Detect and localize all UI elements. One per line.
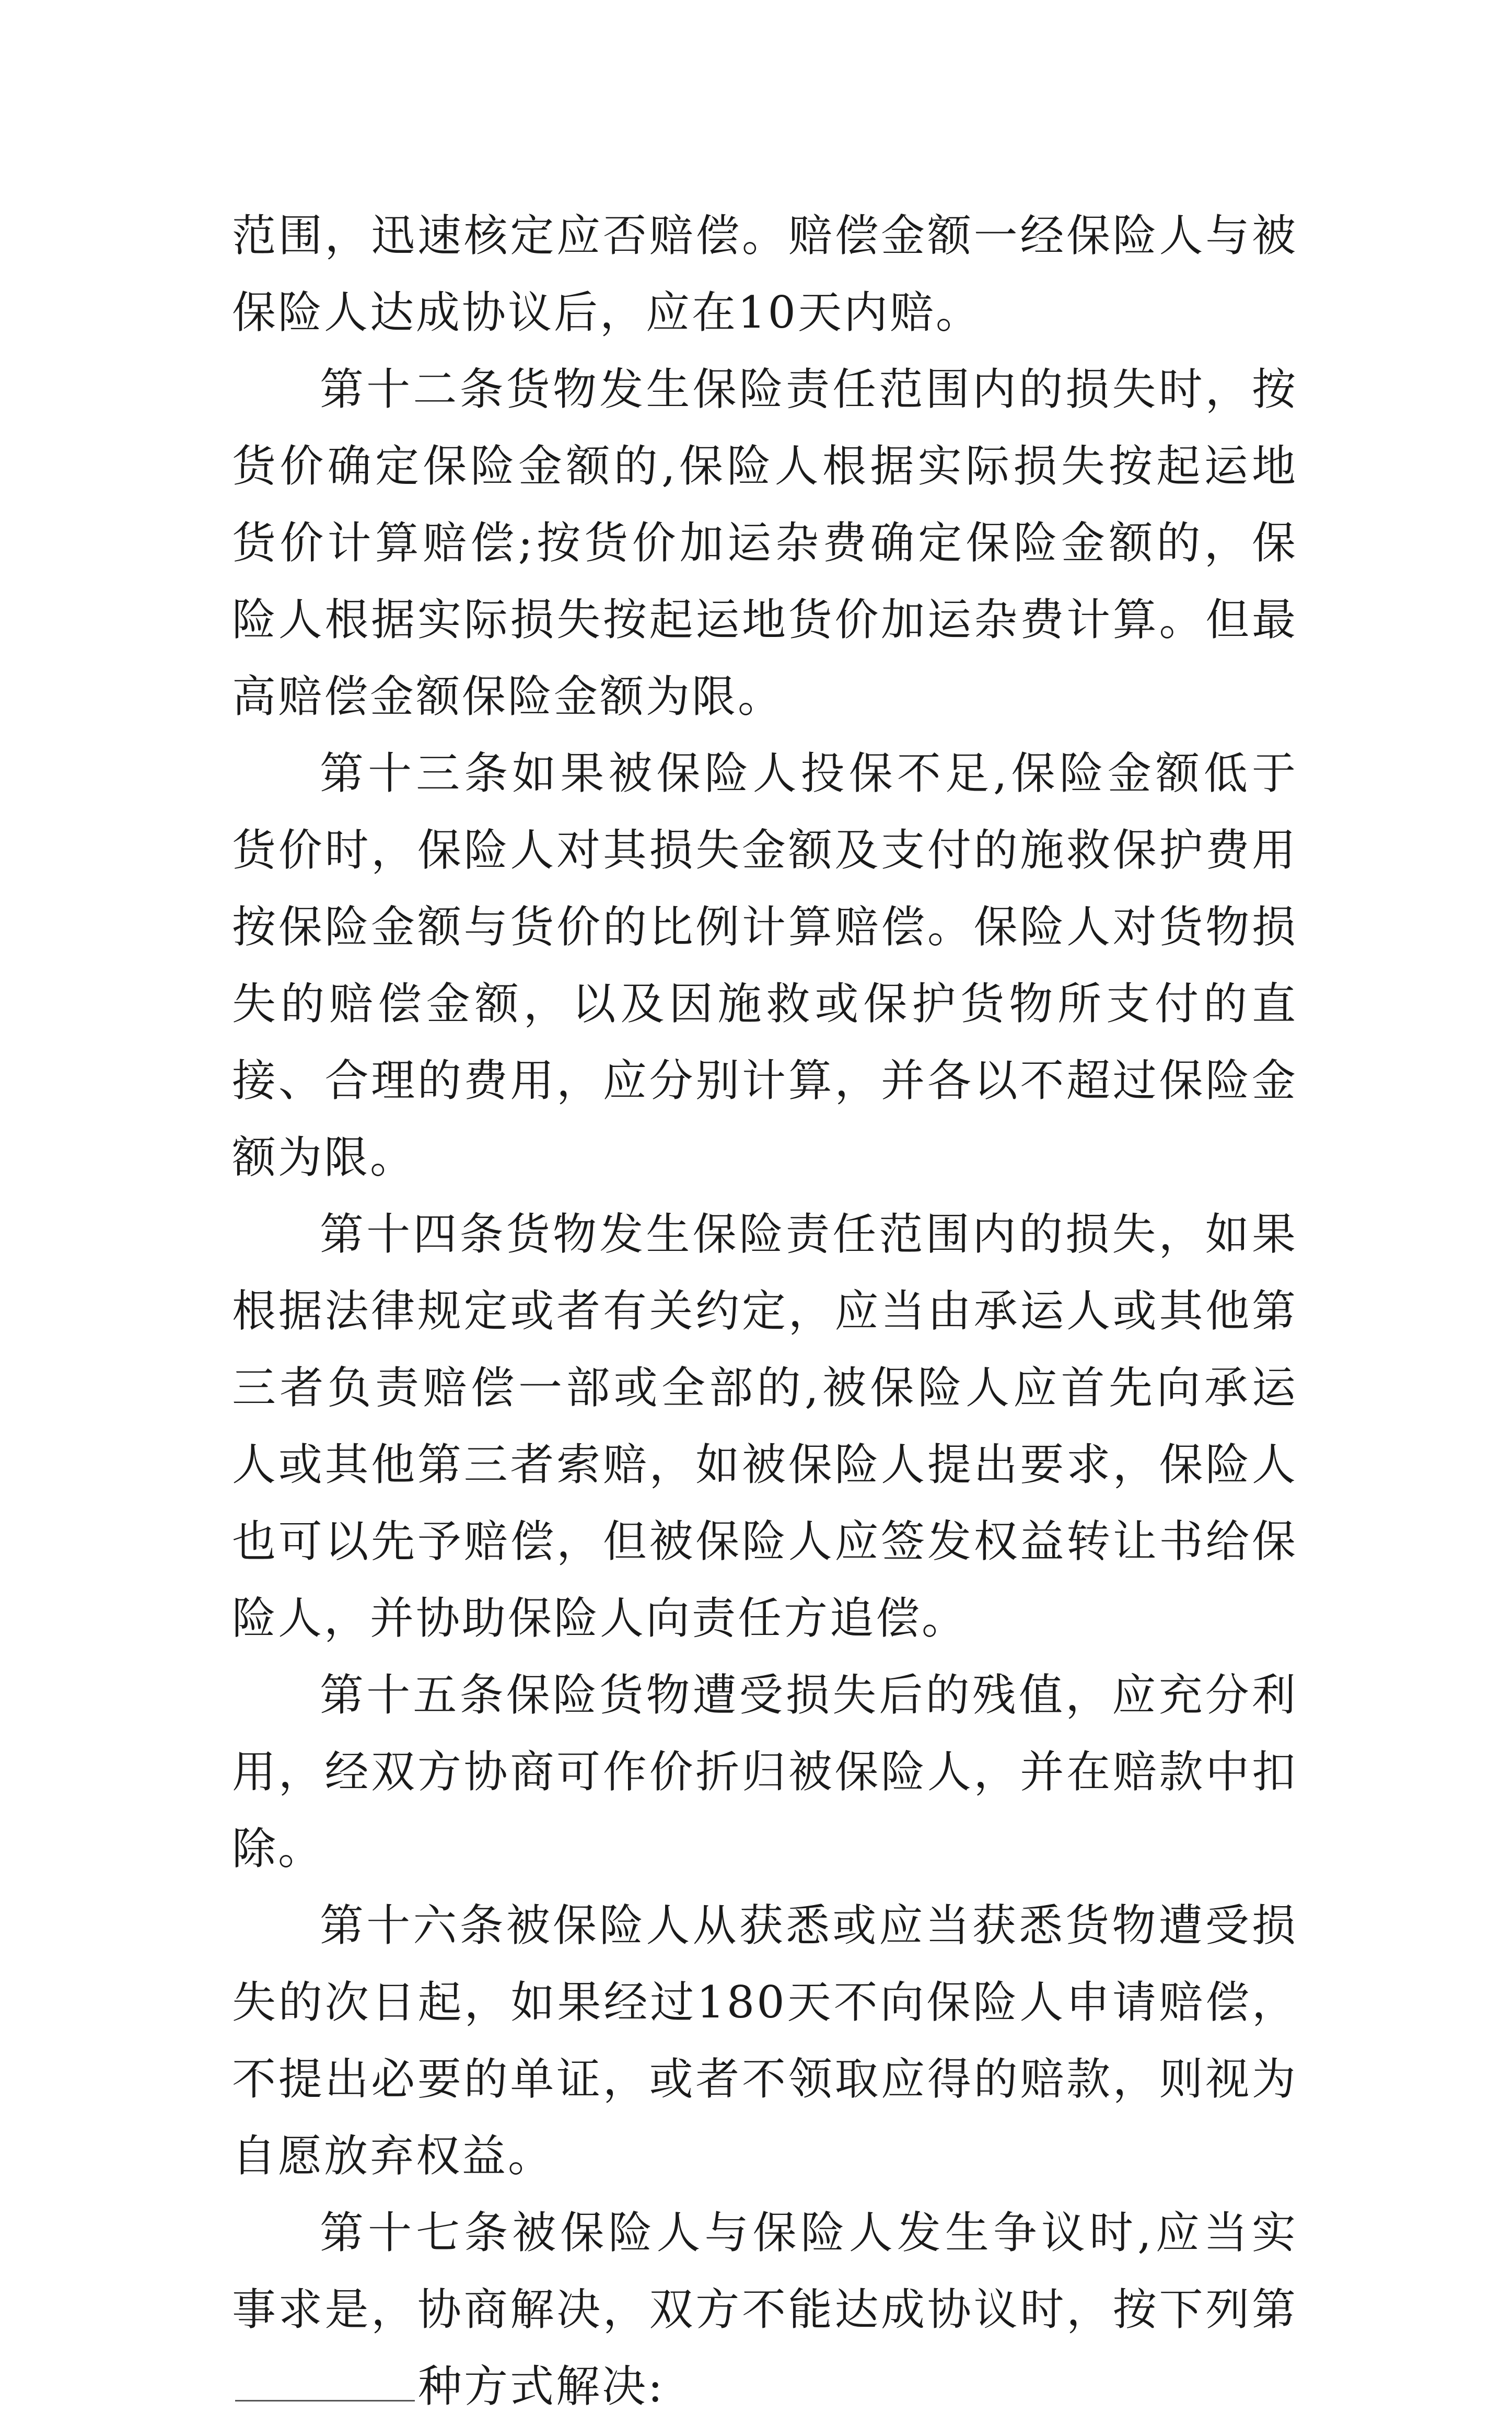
paragraph-continuation: 范围，迅速核定应否赔偿。赔偿金额一经保险人与被保险人达成协议后，应在10天内赔。 — [232, 210, 1298, 338]
paragraph-article-13: 第十三条如果被保险人投保不足,保险金额低于货价时，保险人对其损失金额及支付的施救保护费用按保险金额与货价的比例计算赔偿。保险人对货物损失的赔偿金额，以及因施救或保护货物所支付的直接、合理的费用，应分别计算，并各以不超过保险金额为限。 — [232, 748, 1298, 1183]
article-17-text-before-blank: 第十七条被保险人与保险人发生争议时,应当实事求是，协商解决，双方不能达成协议时，按下列第 — [232, 2207, 1298, 2335]
fill-in-blank — [235, 2399, 415, 2401]
paragraph-article-14: 第十四条货物发生保险责任范围内的损失，如果根据法律规定或者有关约定，应当由承运人或其他第三者负责赔偿一部或全部的,被保险人应首先向承运人或其他第三者索赔，如被保险人提出要求，保险人也可以先予赔偿，但被保险人应签发权益转让书给保险人，并协助保险人向责任方追偿。 — [232, 1209, 1298, 1644]
paragraph-article-16: 第十六条被保险人从获悉或应当获悉货物遭受损失的次日起，如果经过180天不向保险人申请赔偿，不提出必要的单证，或者不领取应得的赔款，则视为自愿放弃权益。 — [232, 1900, 1298, 2182]
paragraph-article-15: 第十五条保险货物遭受损失后的残值，应充分利用，经双方协商可作价折归被保险人，并在赔款中扣除。 — [232, 1669, 1298, 1874]
paragraph-article-12: 第十二条货物发生保险责任范围内的损失时，按货价确定保险金额的,保险人根据实际损失按起运地货价计算赔偿;按货价加运杂费确定保险金额的，保险人根据实际损失按起运地货价加运杂费计算。但最高赔偿金额保险金额为限。 — [232, 364, 1298, 722]
paragraph-article-17 — [232, 2195, 1298, 2425]
article-17-text-after-blank: 种方式解决: — [418, 2361, 665, 2412]
document-body — [232, 198, 1298, 2425]
